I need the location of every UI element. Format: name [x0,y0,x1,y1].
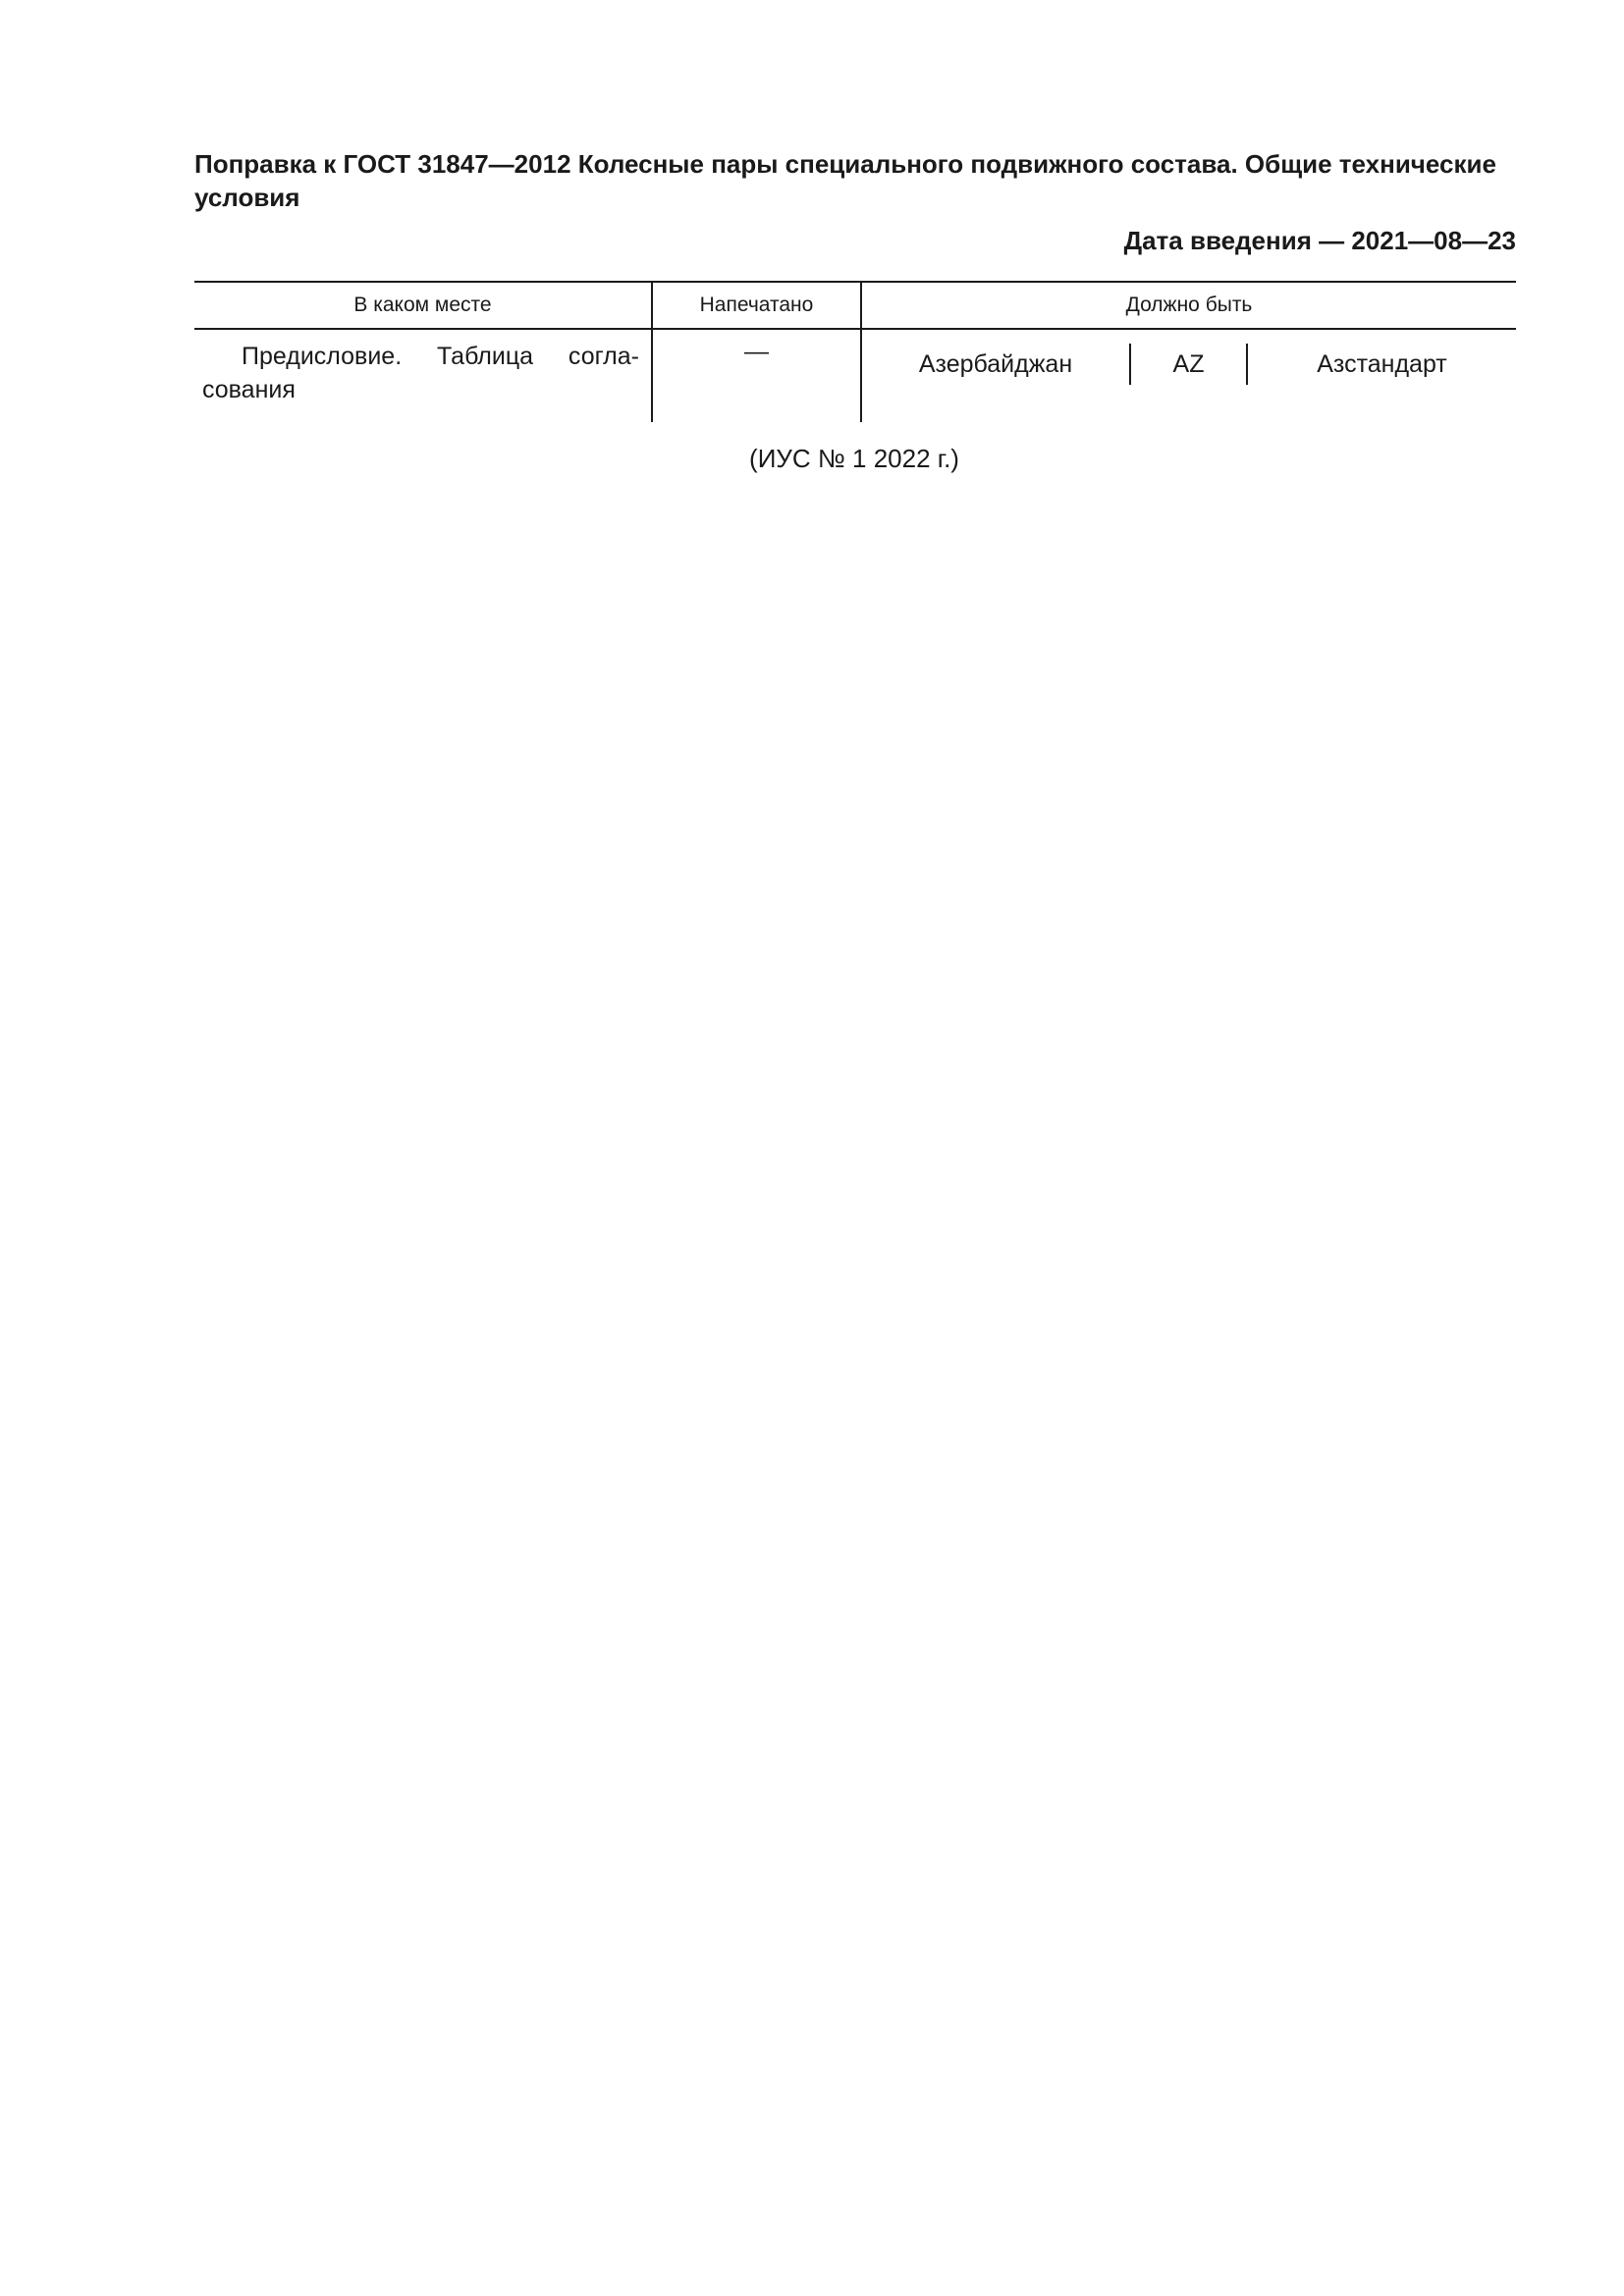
country-code: AZ [1129,344,1248,385]
cell-where-text: Предисловие. Таблица согласования [202,343,639,403]
table-row [194,329,1516,422]
table-header-row [194,282,1516,329]
cell-printed: — [652,329,861,422]
should-be-entry [862,344,1516,385]
ius-note: (ИУС № 1 2022 г.) [749,444,959,473]
cell-where [194,329,652,422]
header-where: В каком месте [194,282,652,329]
effective-date: Дата введения — 2021—08—23 [1123,226,1516,255]
amendment-title: Поправка к ГОСТ 31847—2012 Колесные пары специального подвижного состава. Общие технические условия [194,149,1496,212]
header-should-be: Должно быть [861,282,1516,329]
header-printed: Напечатано [652,282,861,329]
amendment-table [194,281,1516,422]
cell-should-be [861,329,1516,422]
standards-organization: Азстандарт [1317,349,1447,378]
country-name: Азербайджан [918,349,1073,378]
